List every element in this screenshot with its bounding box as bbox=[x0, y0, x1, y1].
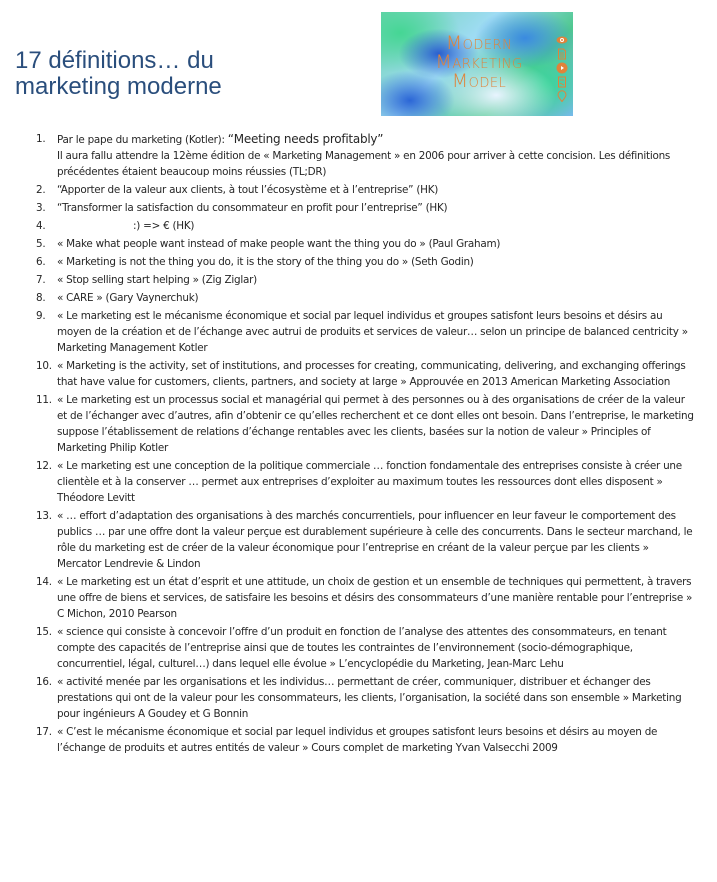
definition-item-1: 1. Par le pape du marketing (Kotler): “Meeting needs profitably” Il aura fallu attendre la 12ème édition de « Marketing Management » en 2006 pour arriver à cette concision. Les définitions précédentes étaient beaucoup moins réussies (TL;DR) bbox=[36, 132, 671, 178]
definition-item-13: 13. « … effort d’adaptation des organisations à des marchés concurrentiels, pour influencer en leur faveur le comportement des publics … par une offre dont la valeur perçue est durablement supérieure à celle des concurrents. Dans le secteur marchand, le rôle du marketing est de créer de la valeur économique pour l’entreprise en créant de la valeur perçue par les clients » Mercator Lendrevie & Lindon bbox=[36, 510, 693, 570]
modern-marketing-model-image bbox=[381, 12, 573, 116]
definition-item-4: 4. :) => € (HK) bbox=[36, 220, 195, 232]
definitions-list bbox=[36, 131, 696, 758]
definition-quote: “Meeting needs profitably” bbox=[227, 132, 384, 146]
form-icon bbox=[556, 76, 568, 88]
definition-item-16: 16. « activité menée par les organisations et les individus… permettant de créer, communiquer, distribuer et échanger des prestations qui ont de la valeur pour les consommateurs, les clients, l’organisation, la société dans son ensemble » Marketing pour ingénieurs A Goudey et G Bonnin bbox=[36, 676, 682, 720]
definition-item-10: 10. « Marketing is the activity, set of institutions, and processes for creating, communicating, delivering, and exchanging offerings that have value for customers, clients, partners, and society at large » Approuvée en 2013 American Marketing Association bbox=[36, 360, 686, 388]
definition-item-8: 8. « CARE » (Gary Vaynerchuk) bbox=[36, 292, 199, 304]
hero-icon-column bbox=[555, 34, 569, 102]
page-title-line2: marketing moderne bbox=[15, 73, 222, 100]
play-icon bbox=[556, 62, 568, 74]
definition-item-14: 14. « Le marketing est un état d’esprit et une attitude, un choix de gestion et un ensemble de techniques qui permettent, à travers une offre de biens et services, de satisfaire les besoins et désirs des consommateurs d’une manière rentable pour l’entreprise » C Michon, 2010 Pearson bbox=[36, 576, 693, 620]
document-icon bbox=[556, 48, 568, 60]
definition-item-15: 15. « science qui consiste à concevoir l’offre d’un produit en fonction de l’analyse des attentes des consommateurs, en tenant compte des capacités de l’entreprise ainsi que de toutes les contraintes de l’environnement (socio-démographique, concurrentiel, légal, culturel…) dans lequel elle évolue » L’encyclopédie du Marketing, Jean-Marc Lehu bbox=[36, 626, 667, 670]
definition-item-6: 6. « Marketing is not the thing you do, it is the story of the thing you do » (Seth Godin) bbox=[36, 256, 474, 268]
definition-item-17: 17. « C’est le mécanisme économique et social par lequel individus et groupes satisfont leurs besoins et désirs au moyen de l’échange de produits et autres entités de valeur » Cours complet de marketing Yvan Valsecchi 2009 bbox=[36, 726, 658, 754]
eye-icon bbox=[556, 34, 568, 46]
definition-item-3: 3. “Transformer la satisfaction du consommateur en profit pour l’entreprise” (HK) bbox=[36, 202, 448, 214]
page-title-line1: 17 définitions… du bbox=[15, 47, 214, 74]
definition-item-12: 12. « Le marketing est une conception de la politique commerciale … fonction fondamentale des entreprises consiste à créer une clientèle et à la conserver … permet aux entreprises d’exploiter au maximum toutes les ressources dont elles disposent » Théodore Levitt bbox=[36, 460, 682, 504]
hero-image-text: Modern Marketing Model bbox=[435, 32, 523, 92]
definition-item-7: 7. « Stop selling start helping » (Zig Ziglar) bbox=[36, 274, 257, 286]
location-pin-icon bbox=[556, 90, 568, 102]
definition-item-9: 9. « Le marketing est le mécanisme économique et social par lequel individus et groupes satisfont leurs besoins et désirs au moyen de la création et de l’échange avec autrui de produits et services de valeur… selon un principe de balanced centricity » Marketing Management Kotler bbox=[36, 310, 688, 354]
definition-item-11: 11. « Le marketing est un processus social et managérial qui permet à des personnes ou à des organisations de créer de la valeur et de l’échanger avec d’autres, afin d’obtenir ce qu’elles recherchent et ce dont elles ont besoin. Dans l’entreprise, le marketing suppose l’établissement de relations d’échange rentables avec les clients, basées sur la notion de valeur » Principles of Marketing Philip Kotler bbox=[36, 394, 694, 454]
definition-item-5: 5. « Make what people want instead of make people want the thing you do » (Paul Graham) bbox=[36, 238, 501, 250]
definition-item-2: 2. “Apporter de la valeur aux clients, à tout l’écosystème et à l’entreprise” (HK) bbox=[36, 184, 439, 196]
page-title bbox=[15, 48, 345, 100]
